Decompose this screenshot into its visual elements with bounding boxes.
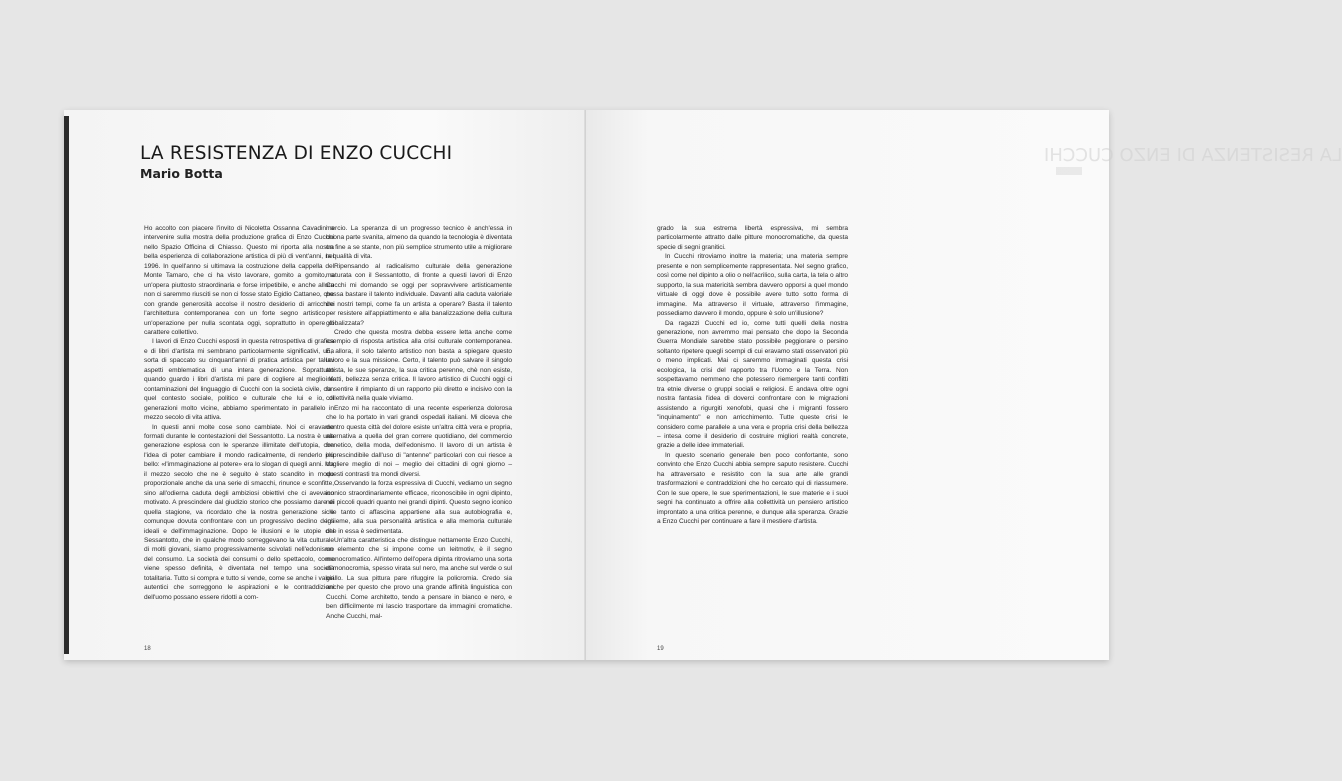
- paragraph: grado la sua estrema libertà espressiva, mi sembra particolarmente attratto dalle pitture monocromatiche, da questa specie di segni granitici.: [657, 225, 848, 251]
- page-number: 18: [144, 646, 151, 652]
- paragraph: In questo scenario generale ben poco confortante, sono convinto che Enzo Cucchi abbia sempre saputo resistere. Cucchi ha attraversato e resistito con la sua arte alle grandi trasformazioni e contraddizioni che ho cercato qui di riassumere. Con le sue opere, le sue sperimentazioni, le sue materie e i suoi segni ha continuato a offrire alla collettività un pensiero artistico improntato a una critica perenne, e dunque alla speranza. Grazie a Enzo Cucchi per continuare a fare il mestiere d'artista.: [657, 451, 848, 526]
- show-through-author: [1056, 167, 1082, 175]
- paragraph: In Cucchi ritroviamo inoltre la materia; una materia sempre presente e non semplicemente rappresentata. Nel segno grafico, così come nel dipinto a olio o nell'acrilico, sulla carta, la tela o altro supporto, la sua matericità sembra davvero opporsi a quel mondo virtuale di oggi dove è possibile avere tutto sotto forma di immagine. Ma attraverso il virtuale, attraverso l'immagine, possediamo davvero il mondo, oppure è solo un'illusione?: [657, 253, 848, 318]
- paragraph: Ho accolto con piacere l'invito di Nicoletta Ossanna Cavadini a intervenire sulla mostra della produzione grafica di Enzo Cucchi nello Spazio Officina di Chiasso. Questo mi riporta alla nostra bella esperienza di collaborazione artistica di più di vent'anni, nel 1996. In quell'anno si ultimava la costruzione della cappella del Monte Tamaro, che ci ha visto lavorare, gomito a gomito, a un'opera piuttosto straordinaria e forse irripetibile, e anche allora non ci saremmo riusciti se non ci fosse stato Egidio Cattaneo, che con grande generosità accolse il nostro desiderio di arricchire l'architettura contemporanea con un forte segno artistico – un'operazione per nulla scontata oggi, soprattutto in opere di carattere collettivo.: [144, 225, 334, 336]
- article-title: LA RESISTENZA DI ENZO CUCCHI: [140, 143, 453, 164]
- page-number: 19: [657, 646, 664, 652]
- paragraph: Ripensando al radicalismo culturale della generazione maturata con il Sessantotto, di fronte a questi lavori di Enzo Cucchi mi domando se oggi per sopravvivere artisticamente possa bastare il talento individuale. Davanti alla caduta valoriale dei nostri tempi, come fa un artista a operare? Basta il talento per resistere all'appiattimento e alla banalizzazione della cultura globalizzata?: [326, 262, 512, 327]
- book-spine-edge: [64, 116, 69, 654]
- left-page: [64, 110, 586, 660]
- paragraph: In questi anni molte cose sono cambiate. Noi ci eravamo formati durante le contestazioni del Sessantotto. La nostra è una generazione esplosa con le speranze illimitate dell'utopia, con l'idea di poter cambiare il mondo radicalmente, di renderlo più bello: «l'immaginazione al potere» era lo slogan di quegli anni. Ma il mezzo secolo che ne è seguito è stato scandito in modo proporzionale anche da una serie di smacchi, rinunce e sconfitte, sino all'odierna caduta degli ambiziosi obiettivi che ci avevano motivato. A prescindere dal giudizio storico che possiamo dare di quella stagione, va ricordato che la nostra generazione si è comunque dovuta confrontare con un progressivo declino degli ideali e dell'immaginazione. Dopo le illusioni e le utopie del Sessantotto, che in qualche modo sorreggevano la vita culturale di molti giovani, siamo progressivamente scivolati nell'edonismo del consumo. La società dei consumi o dello spettacolo, come viene spesso definita, è diventata nel tempo una società totalitaria. Tutto si compra e tutto si vende, come se anche i valori autentici che sorreggono le aspirazioni e le contraddizioni dell'uomo possano essere ridotti a com-: [144, 423, 334, 601]
- text-column-1: [144, 224, 334, 602]
- book-spread: [64, 110, 1342, 660]
- paragraph: Credo che questa mostra debba essere letta anche come esempio di risposta artistica alla crisi culturale contemporanea. E, allora, il solo talento artistico non basta a spiegare questo lavoro e la sua missione. Certo, il talento può salvare il singolo artista, le sue speranze, la sua critica perenne, chè non esiste, infatti, bellezza senza critica. Il lavoro artistico di Cucchi oggi ci fa sentire il rimpianto di un rapporto più diretto e incisivo con la collettività nella quale viviamo.: [326, 328, 512, 403]
- paragraph: Da ragazzi Cucchi ed io, come tutti quelli della nostra generazione, non avremmo mai pensato che dopo la Seconda Guerra Mondiale sarebbe stato possibile peggiorare o persino soltanto ripetere quegli scempi di cui eravamo stati osservatori più o meno implicati. Mai ci saremmo immaginati questa crisi ecologica, la crisi del rapporto tra l'Uomo e la Terra. Non sospettavamo nemmeno che potessero riemergere tanti conflitti tra etnie diverse o gruppi sociali e religiosi. E andava oltre ogni nostra fantasia l'idea di doverci confrontare con le migrazioni assistendo a rigurgiti xenofobi, quasi che i migranti fossero "inquinamento" e non arricchimento. Tutte queste crisi le considero come parallele a una vera e propria crisi della bellezza – intesa come il desiderio di costruire migliori realtà concrete, grazie a delle idee immateriali.: [657, 319, 848, 450]
- paragraph: Enzo mi ha raccontato di una recente esperienza dolorosa che lo ha portato in vari grandi ospedali italiani. Mi diceva che dentro questa città del dolore esiste un'altra città vera e propria, alternativa a quella del gran correre quotidiano, del commercio frenetico, della moda, dell'edonismo. Il lavoro di un artista è imprescindibile dall'uso di "antenne" particolari con cui riesce a cogliere meglio di noi – meglio dei cittadini di ogni giorno – questi contrasti tra mondi diversi.: [326, 404, 512, 478]
- right-page: [586, 110, 1342, 660]
- article-author: Mario Botta: [140, 166, 223, 181]
- text-column-2: [326, 224, 512, 621]
- paragraph: I lavori di Enzo Cucchi esposti in questa retrospettiva di grafica e di libri d'artista mi sembrano particolarmente significativi, una sorta di spaccato su cinquant'anni di pratica artistica per taluni aspetti emblematica di una intera generazione. Soprattutto quando guardo i libri d'artista mi pare di cogliere al meglio le contaminazioni del linguaggio di Cucchi con la società civile, con quel contesto sociale, politico e culturale che lui e io, di generazioni molto vicine, abbiamo sperimentato in parallelo in mezzo secolo di vita attiva.: [144, 338, 334, 422]
- paragraph: Un'altra caratteristica che distingue nettamente Enzo Cucchi, un elemento che si impone come un leitmotiv, è il segno monocromatico. All'interno dell'opera dipinta ritroviamo una sorta di monocromia, spesso virata sul nero, ma anche sul verde o sul giallo. La sua pittura pare rifuggire la policromia. Credo sia anche per questo che provo una grande affinità linguistica con Cucchi. Come architetto, tendo a pensare in bianco e nero, e ben difficilmente mi lascio trasportare da immagini cromatiche. Anche Cucchi, mal-: [326, 536, 512, 620]
- show-through-title: LA RESISTENZA DI ENZO CUCCHI: [1044, 145, 1342, 166]
- paragraph: Osservando la forza espressiva di Cucchi, vediamo un segno iconico straordinariamente efficace, riconoscibile in ogni dipinto, nei piccoli quadri quanto nei grandi dipinti. Questo segno iconico che tanto ci affascina appartiene alla sua autobiografia e, insieme, alla sua personalità artistica e alla memoria culturale che in essa è sedimentata.: [326, 480, 512, 535]
- paragraph: mercio. La speranza di un progresso tecnico è anch'essa in buona parte svanita, almeno da quando la tecnologia è diventata un fine a se stante, non più semplice strumento utile a migliorare la qualità di vita.: [326, 225, 513, 261]
- text-column-3: [657, 224, 848, 527]
